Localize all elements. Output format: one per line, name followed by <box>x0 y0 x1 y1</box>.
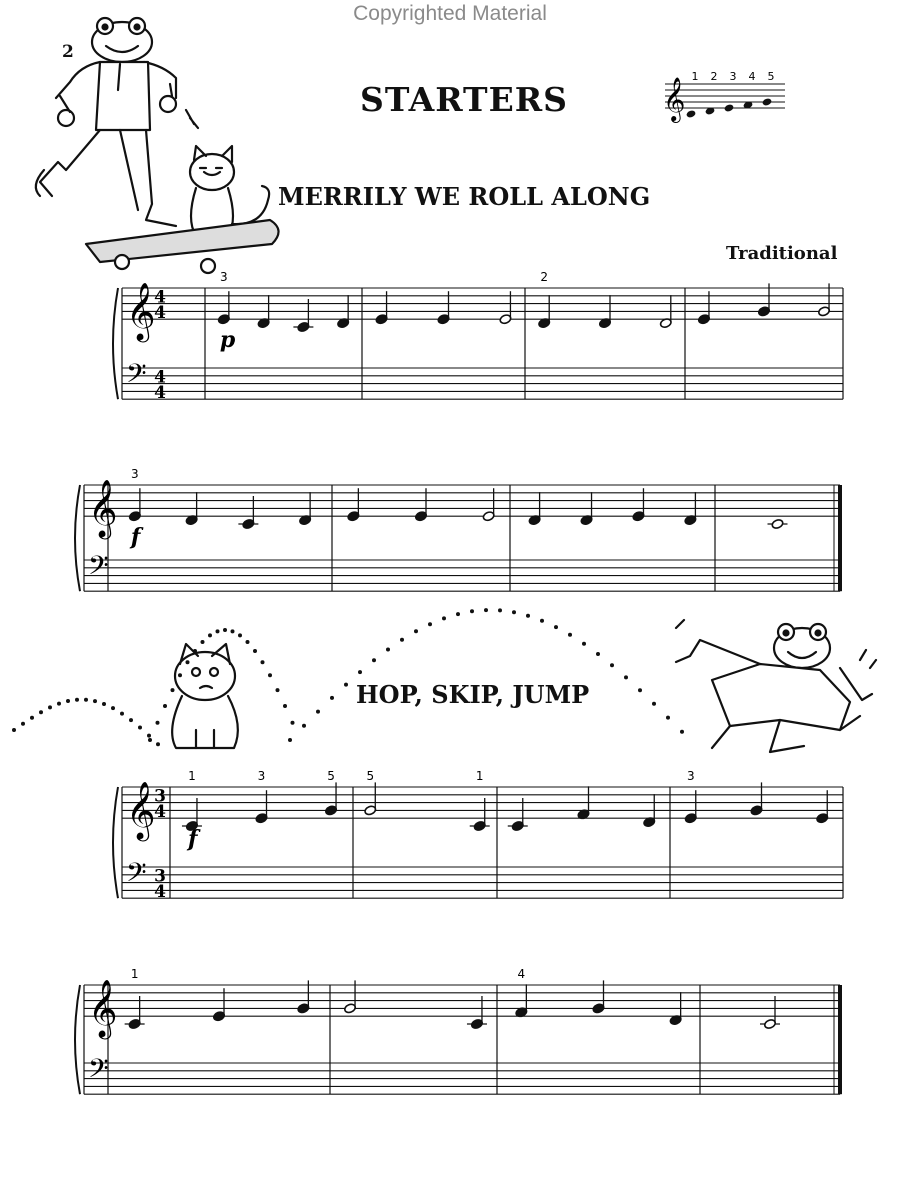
path-dot <box>84 698 88 702</box>
path-dot <box>666 716 670 720</box>
path-dot <box>246 640 250 644</box>
hand-note <box>724 103 735 112</box>
path-dot <box>283 704 287 708</box>
path-dot <box>120 712 124 716</box>
hand-finger-number: 2 <box>710 70 718 83</box>
song1-composer: Traditional <box>726 243 838 264</box>
hand-note <box>762 97 773 106</box>
path-dot <box>156 721 160 725</box>
path-dot <box>596 652 600 656</box>
dynamic-marking: f <box>130 524 141 551</box>
path-dot <box>554 625 558 629</box>
time-signature-top: 3 <box>154 866 166 887</box>
page-title: STARTERS <box>360 80 568 119</box>
path-dot <box>512 610 516 614</box>
music-system <box>113 270 843 403</box>
note <box>255 769 268 824</box>
path-dot <box>156 742 160 746</box>
path-dot <box>414 629 418 633</box>
path-dot <box>163 704 167 708</box>
time-signature-top: 4 <box>154 287 166 308</box>
treble-clef-icon: 𝄞 <box>88 479 118 538</box>
fingering-number: 1 <box>130 967 139 981</box>
final-barline <box>838 985 842 1094</box>
path-dot <box>400 638 404 642</box>
path-dot <box>316 710 320 714</box>
path-dot <box>66 699 70 703</box>
path-dot <box>291 721 295 725</box>
path-dot <box>302 724 306 728</box>
treble-clef-icon: 𝄞 <box>126 781 156 840</box>
note <box>125 967 145 1030</box>
system-brace <box>75 485 80 591</box>
time-signature-bottom: 4 <box>154 303 166 324</box>
time-signature-top: 4 <box>154 367 166 388</box>
frog-skater-illustration <box>36 18 279 273</box>
path-dot <box>148 738 152 742</box>
path-dot <box>39 710 43 714</box>
hand-note <box>686 109 697 118</box>
path-dot <box>178 673 182 677</box>
music-system <box>75 467 842 591</box>
path-dot <box>456 612 460 616</box>
dynamic-marking: f <box>187 826 198 853</box>
fingering-number: 3 <box>220 270 228 284</box>
treble-clef-icon: 𝄞 <box>126 282 156 341</box>
hand-finger-number: 5 <box>767 70 775 83</box>
path-dot <box>208 633 212 637</box>
fingering-number: 5 <box>327 769 335 783</box>
fingering-number: 3 <box>131 467 139 481</box>
path-dot <box>12 728 16 732</box>
path-dot <box>238 633 242 637</box>
path-dot <box>147 734 151 738</box>
path-dot <box>75 698 79 702</box>
note <box>684 769 697 824</box>
path-dot <box>223 628 227 632</box>
time-signature-bottom: 4 <box>154 383 166 404</box>
system-brace <box>113 288 118 399</box>
treble-clef-icon: 𝄞 <box>663 77 686 121</box>
path-dot <box>48 705 52 709</box>
system-brace <box>113 787 118 898</box>
path-dot <box>582 642 586 646</box>
hand-finger-number: 3 <box>729 70 737 83</box>
path-dot <box>186 660 190 664</box>
path-dot <box>171 688 175 692</box>
fingering-number: 3 <box>257 769 266 783</box>
fingering-number: 5 <box>366 769 375 783</box>
time-signature-top: 3 <box>154 786 166 807</box>
bass-clef-icon: 𝄢 <box>126 357 147 396</box>
bass-clef-icon: 𝄢 <box>88 1052 109 1091</box>
time-signature-bottom: 4 <box>154 802 166 823</box>
path-dot <box>372 658 376 662</box>
fingering-number: 1 <box>188 769 196 783</box>
music-system <box>113 769 843 902</box>
song2-title: HOP, SKIP, JUMP <box>356 680 590 709</box>
path-dot <box>93 699 97 703</box>
dotted-jump-path <box>12 608 684 746</box>
path-dot <box>386 648 390 652</box>
path-dot <box>470 609 474 613</box>
path-dot <box>540 619 544 623</box>
watermark-text: Copyrighted Material <box>353 2 547 25</box>
path-dot <box>102 702 106 706</box>
fingering-number: 4 <box>517 967 526 981</box>
path-dot <box>498 608 502 612</box>
path-dot <box>638 688 642 692</box>
note <box>768 518 788 529</box>
treble-clef-icon: 𝄞 <box>88 979 118 1038</box>
path-dot <box>268 673 272 677</box>
path-dot <box>344 683 348 687</box>
dynamic-marking: p <box>219 327 236 354</box>
cat-illustration <box>172 644 238 748</box>
note <box>470 769 490 832</box>
song1-title: MERRILY WE ROLL ALONG <box>278 182 651 211</box>
note <box>325 769 338 816</box>
fingering-number: 1 <box>475 769 484 783</box>
note <box>364 769 377 816</box>
hand-finger-number: 1 <box>691 70 699 83</box>
path-dot <box>484 608 488 612</box>
path-dot <box>193 649 197 653</box>
path-dot <box>624 675 628 679</box>
path-dot <box>652 702 656 706</box>
page-number: 2 <box>62 42 74 62</box>
note <box>182 769 202 832</box>
fingering-number: 2 <box>540 270 549 284</box>
path-dot <box>680 730 684 734</box>
time-signature-bottom: 4 <box>154 882 166 903</box>
path-dot <box>428 622 432 626</box>
note <box>538 270 551 329</box>
path-dot <box>30 716 34 720</box>
path-dot <box>216 629 220 633</box>
bass-clef-icon: 𝄢 <box>88 549 109 588</box>
note <box>217 270 230 325</box>
path-dot <box>57 702 61 706</box>
path-dot <box>201 640 205 644</box>
frog-jumping-illustration <box>676 620 876 752</box>
path-dot <box>358 670 362 674</box>
path-dot <box>330 696 334 700</box>
path-dot <box>526 614 530 618</box>
hand-finger-number: 4 <box>748 70 756 83</box>
system-brace <box>75 985 80 1094</box>
hand-position-diagram <box>663 70 785 123</box>
path-dot <box>138 726 142 730</box>
fingering-number: 3 <box>686 769 695 783</box>
path-dot <box>276 688 280 692</box>
notehead <box>771 518 784 529</box>
path-dot <box>261 660 265 664</box>
music-system <box>75 967 842 1094</box>
path-dot <box>610 663 614 667</box>
note <box>128 467 141 522</box>
path-dot <box>568 633 572 637</box>
path-dot <box>253 649 257 653</box>
final-barline <box>838 485 842 591</box>
path-dot <box>129 718 133 722</box>
path-dot <box>21 722 25 726</box>
bass-clef-icon: 𝄢 <box>126 856 147 895</box>
path-dot <box>231 629 235 633</box>
path-dot <box>111 706 115 710</box>
path-dot <box>288 738 292 742</box>
path-dot <box>442 616 446 620</box>
